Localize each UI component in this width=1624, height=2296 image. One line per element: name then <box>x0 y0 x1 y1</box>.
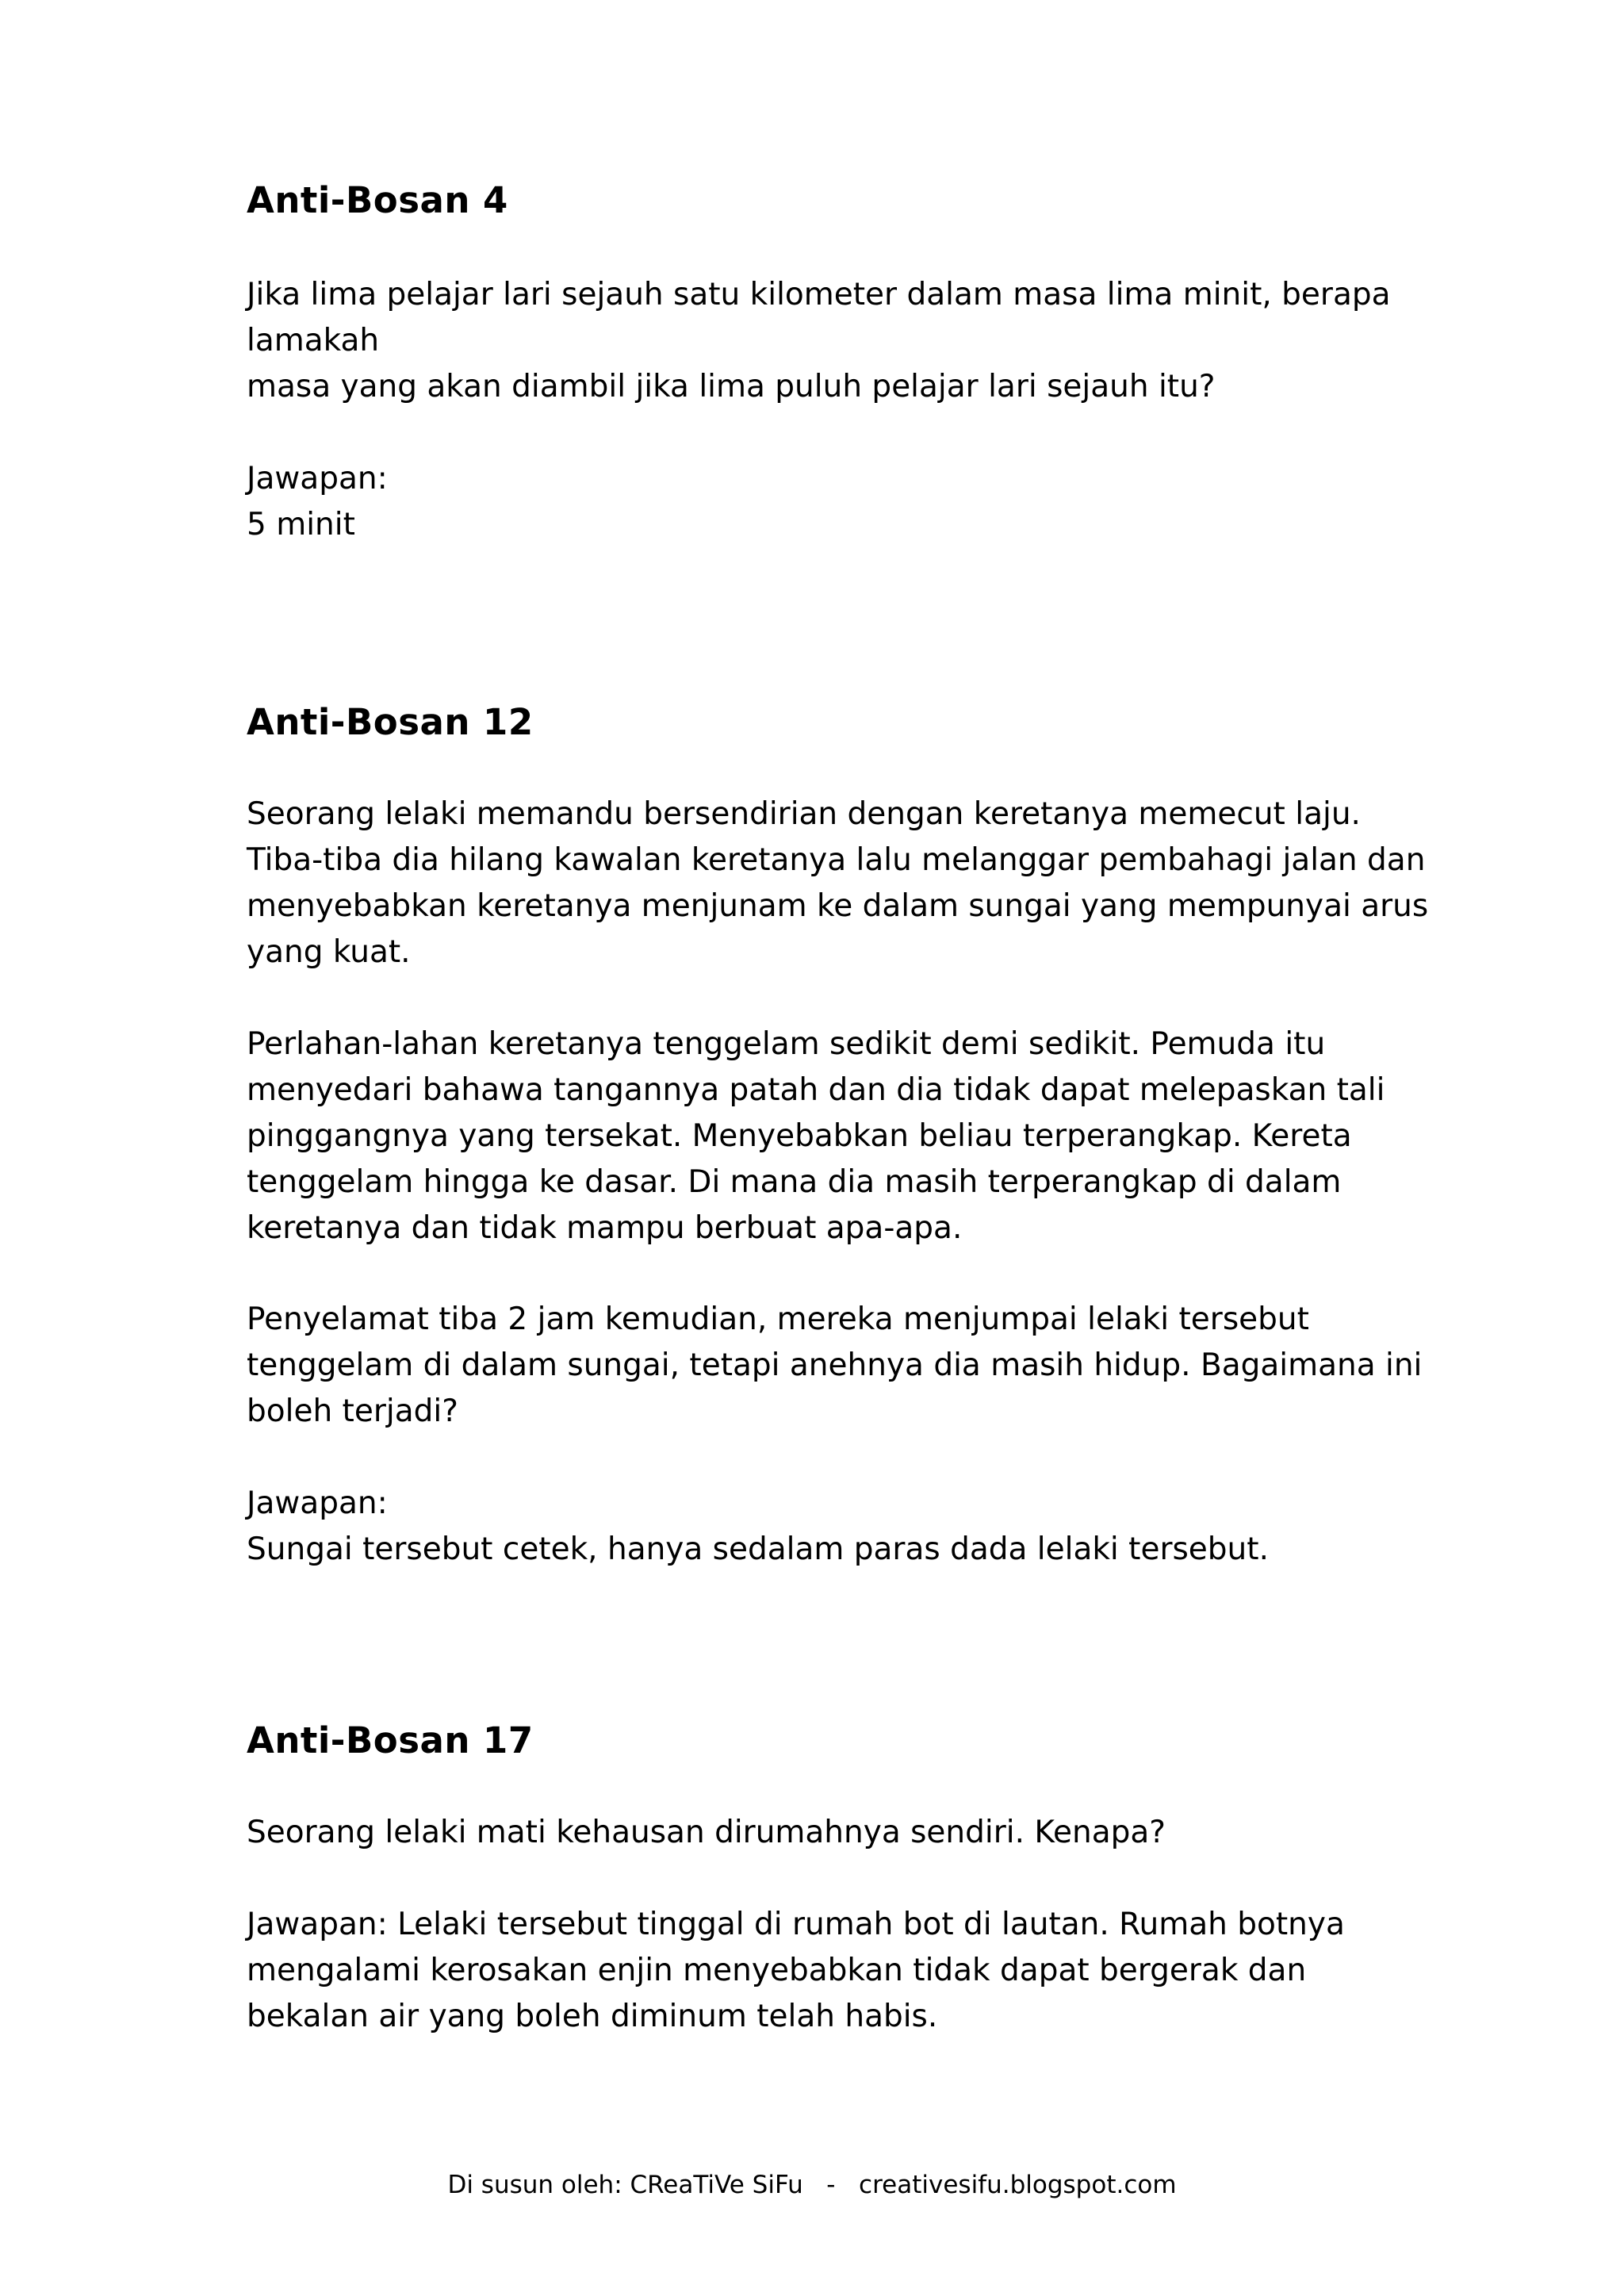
section-answer <box>247 1481 1404 1573</box>
paragraph-line: Seorang lelaki memandu bersendirian dengan keretanya memecut laju. <box>247 796 1361 832</box>
answer-line: Jawapan: Lelaki tersebut tinggal di rumah bot di lautan. Rumah botnya <box>247 1907 1345 1942</box>
section-answer <box>247 456 1404 548</box>
paragraph-line: keretanya dan tidak mampu berbuat apa-apa. <box>247 1210 963 1246</box>
paragraph-line: boleh terjadi? <box>247 1393 458 1429</box>
paragraph-line: menyebabkan keretanya menjunam ke dalam sungai yang mempunyai arus <box>247 888 1429 924</box>
section-answer <box>247 1902 1404 2040</box>
question-line: lamakah <box>247 323 380 358</box>
answer-label: Jawapan: <box>247 1485 388 1521</box>
section-paragraph <box>247 792 1429 976</box>
question-line: masa yang akan diambil jika lima puluh pelajar lari sejauh itu? <box>247 369 1216 404</box>
section-anti-bosan-12 <box>247 700 1404 746</box>
section-anti-bosan-4 <box>247 178 1404 224</box>
paragraph-line: tenggelam hingga ke dasar. Di mana dia masih terperangkap di dalam <box>247 1164 1342 1200</box>
answer-line: bekalan air yang boleh diminum telah habis. <box>247 1999 938 2034</box>
section-question <box>247 1810 1404 1856</box>
section-heading: Anti-Bosan 12 <box>247 701 534 743</box>
answer-line: mengalami kerosakan enjin menyebabkan tidak dapat bergerak dan <box>247 1953 1307 1988</box>
paragraph-line: Tiba-tiba dia hilang kawalan keretanya lalu melanggar pembahagi jalan dan <box>247 842 1426 878</box>
section-paragraph <box>247 1297 1423 1435</box>
section-paragraph <box>247 1022 1404 1251</box>
answer-line: Sungai tersebut cetek, hanya sedalam paras dada lelaki tersebut. <box>247 1531 1269 1567</box>
question-line: Seorang lelaki mati kehausan dirumahnya sendiri. Kenapa? <box>247 1815 1166 1850</box>
section-heading: Anti-Bosan 17 <box>247 1719 534 1761</box>
section-anti-bosan-17 <box>247 1718 1404 1764</box>
answer-label: Jawapan: <box>247 461 388 496</box>
paragraph-line: Penyelamat tiba 2 jam kemudian, mereka menjumpai lelaki tersebut <box>247 1301 1309 1337</box>
paragraph-line: Perlahan-lahan keretanya tenggelam sedikit demi sedikit. Pemuda itu <box>247 1026 1326 1062</box>
section-heading: Anti-Bosan 4 <box>247 179 508 221</box>
paragraph-line: tenggelam di dalam sungai, tetapi anehnya dia masih hidup. Bagaimana ini <box>247 1347 1423 1383</box>
page-footer: Di susun oleh: CReaTiVe SiFu - creativesifu.blogspot.com <box>447 2171 1177 2199</box>
section-question <box>247 272 1404 410</box>
answer-line: 5 minit <box>247 507 355 542</box>
paragraph-line: yang kuat. <box>247 934 411 970</box>
paragraph-line: pinggangnya yang tersekat. Menyebabkan beliau terperangkap. Kereta <box>247 1118 1352 1154</box>
paragraph-line: menyedari bahawa tangannya patah dan dia tidak dapat melepaskan tali <box>247 1072 1385 1108</box>
question-line: Jika lima pelajar lari sejauh satu kilometer dalam masa lima minit, berapa <box>247 277 1391 312</box>
